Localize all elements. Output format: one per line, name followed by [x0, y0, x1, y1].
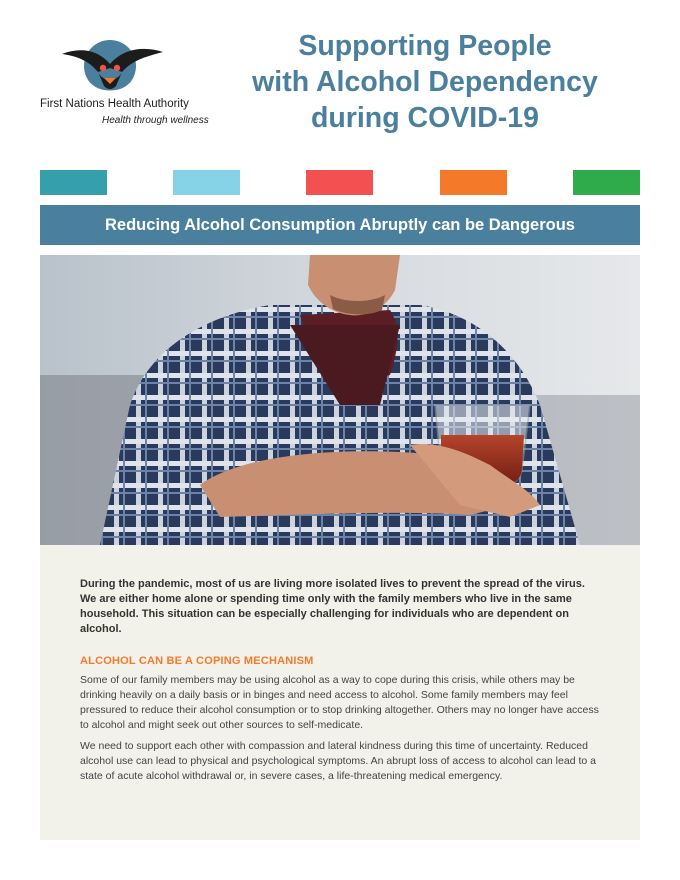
color-swatch-green — [573, 170, 640, 195]
man-with-glass-illustration — [40, 255, 640, 545]
fnha-logo — [40, 38, 220, 128]
color-swatch-light-blue — [173, 170, 240, 195]
fnha-logo-icon — [60, 38, 165, 100]
org-name: First Nations Health Authority — [40, 98, 189, 110]
title-line-1: Supporting People — [298, 30, 552, 62]
intro-paragraph: During the pandemic, most of us are living more isolated lives to prevent the spread of the virus. We are either home alone or spending time only with the family members who live in the same household. This situation can be especially challenging for individuals who are dependent on alcohol. — [80, 578, 585, 635]
title-line-2: with Alcohol Dependency — [252, 66, 598, 98]
color-swatch-teal — [40, 170, 107, 195]
body-paragraph-2: We need to support each other with compassion and lateral kindness during this time of uncertainty. Reduced alcohol use can lead to physical and psychological symptoms. An abrupt loss of access to alcohol can lead to a state of acute alcohol withdrawal or, in severe cases, a life-threatening medical emergency. — [80, 740, 596, 782]
banner-text: Reducing Alcohol Consumption Abruptly can be Dangerous — [105, 215, 575, 234]
hero-photo — [40, 255, 640, 545]
color-swatch-orange — [440, 170, 507, 195]
section-banner — [40, 205, 640, 245]
body-paragraph-1: Some of our family members may be using alcohol as a way to cope during this crisis, while others may be drinking heavily on a daily basis or in binges and need access to alcohol. Some family members may feel pressured to reduce their alcohol consumption or to stop drinking altogether. Others may no longer have access to alcohol and might seek out other sources to self-medicate. — [80, 674, 599, 731]
org-tagline: Health through wellness — [102, 115, 209, 126]
content-panel — [40, 545, 640, 840]
page-title — [225, 28, 625, 136]
section-heading: ALCOHOL CAN BE A COPING MECHANISM — [80, 655, 314, 667]
title-line-3: during COVID-19 — [310, 102, 539, 134]
color-swatch-red — [306, 170, 373, 195]
